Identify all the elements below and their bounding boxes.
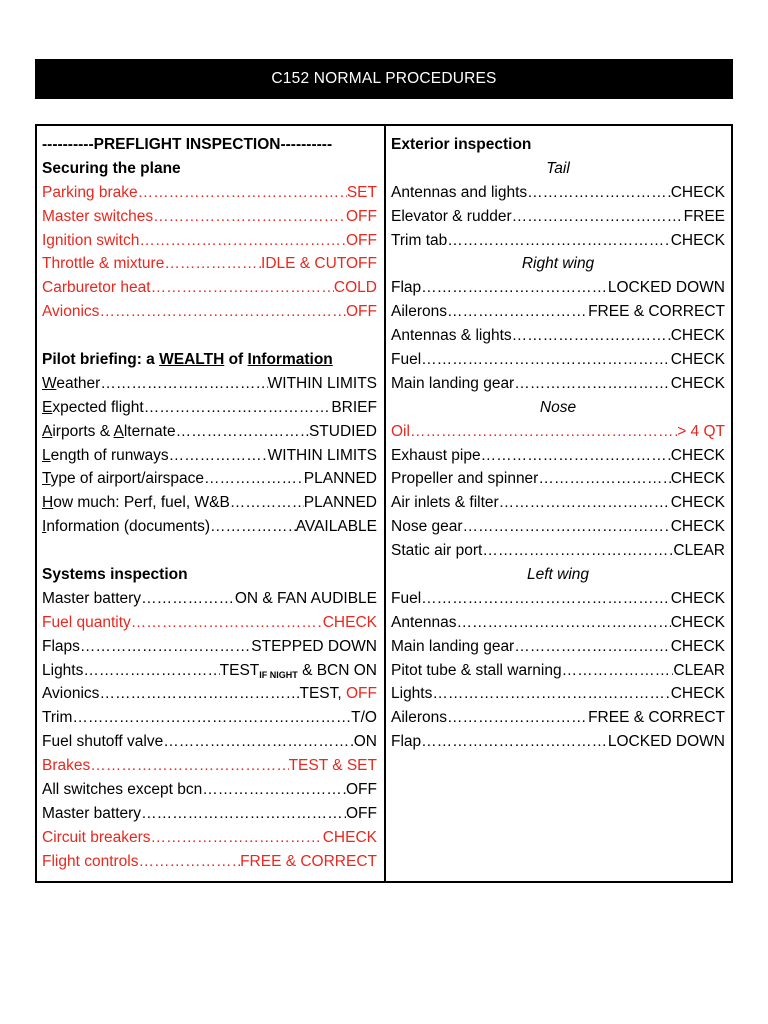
dot-leader xyxy=(169,444,268,468)
left-wing-list xyxy=(391,587,725,754)
item-label xyxy=(42,491,230,515)
item-value: CLEAR xyxy=(673,661,725,679)
left-wing-item xyxy=(391,706,725,730)
item-label xyxy=(42,467,204,491)
dot-leader xyxy=(432,682,670,706)
item-value: OFF xyxy=(346,804,377,822)
item-value: WITHIN LIMITS xyxy=(267,374,377,392)
item-label: Main landing gear xyxy=(391,374,515,392)
systems-item xyxy=(42,730,377,754)
item-label: Flap xyxy=(391,279,422,297)
left-wing-item xyxy=(391,730,725,754)
left-wing-item xyxy=(391,611,725,635)
dot-leader xyxy=(512,324,671,348)
dot-leader xyxy=(176,420,309,444)
item-value-part: & BCN ON xyxy=(297,661,377,679)
item-label-rest: lternate xyxy=(123,422,176,440)
item-value xyxy=(220,659,377,683)
systems-list xyxy=(42,587,377,874)
item-label xyxy=(42,444,169,468)
tail-list xyxy=(391,181,725,253)
item-value: FREE xyxy=(683,207,725,225)
right-column xyxy=(391,133,725,754)
dot-leader xyxy=(562,659,674,683)
item-value: IDLE & CUTOFF xyxy=(261,255,377,273)
dot-leader xyxy=(141,802,346,826)
item-label-rest: nformation (documents) xyxy=(46,518,210,536)
dot-leader xyxy=(153,205,346,229)
systems-item xyxy=(42,850,377,874)
item-initial: T xyxy=(42,470,51,488)
securing-item xyxy=(42,205,377,229)
dot-leader xyxy=(527,181,671,205)
right-wing-heading: Right wing xyxy=(521,255,595,273)
dot-leader xyxy=(514,635,671,659)
item-label: Pitot tube & stall warning xyxy=(391,661,562,679)
item-label-rest: eather xyxy=(56,374,101,392)
item-value: STEPPED DOWN xyxy=(251,637,377,655)
item-value: OFF xyxy=(346,231,377,249)
securing-list xyxy=(42,181,377,324)
item-label-rest: xpected flight xyxy=(52,398,144,416)
item-label: Avionics xyxy=(42,685,100,703)
systems-item xyxy=(42,778,377,802)
item-value: TEST & SET xyxy=(288,757,377,775)
dot-leader xyxy=(421,276,608,300)
dot-leader xyxy=(514,372,671,396)
item-value: BRIEF xyxy=(331,398,377,416)
item-label: Antennas & lights xyxy=(391,327,512,345)
dot-leader xyxy=(164,252,261,276)
item-value: CHECK xyxy=(670,470,725,488)
dot-leader xyxy=(151,826,323,850)
item-label: Throttle & mixture xyxy=(42,255,165,273)
briefing-heading-information: Information xyxy=(247,351,333,369)
nose-item xyxy=(391,491,725,515)
briefing-item xyxy=(42,420,377,444)
item-label: Master switches xyxy=(42,207,154,225)
item-label xyxy=(42,515,210,539)
item-label xyxy=(42,372,100,396)
briefing-heading-mid: of xyxy=(224,351,248,369)
item-value: PLANNED xyxy=(303,494,377,512)
dot-leader xyxy=(80,635,251,659)
dot-leader xyxy=(139,229,346,253)
briefing-heading-prefix: Pilot briefing: a xyxy=(42,351,160,369)
item-value: OFF xyxy=(346,207,377,225)
tail-item xyxy=(391,205,725,229)
item-value: CHECK xyxy=(670,231,725,249)
briefing-item xyxy=(42,396,377,420)
item-initial: I xyxy=(42,518,47,536)
item-value: T/O xyxy=(351,709,377,727)
left-wing-item xyxy=(391,587,725,611)
item-label: Elevator & rudder xyxy=(391,207,512,225)
item-label: Propeller and spinner xyxy=(391,470,539,488)
item-value: AVAILABLE xyxy=(295,518,377,536)
item-value: CHECK xyxy=(670,374,725,392)
item-label: Static air port xyxy=(391,542,483,560)
item-value: CHECK xyxy=(670,589,725,607)
item-initial: E xyxy=(42,398,53,416)
tail-heading: Tail xyxy=(546,159,570,177)
tail-item xyxy=(391,229,725,253)
item-value: CHECK xyxy=(670,494,725,512)
item-label-rest: ength of runways xyxy=(50,446,169,464)
systems-item xyxy=(42,754,377,778)
securing-item xyxy=(42,252,377,276)
item-label-rest: ype of airport/airspace xyxy=(50,470,204,488)
briefing-list xyxy=(42,372,377,539)
right-wing-item xyxy=(391,348,725,372)
item-value: > 4 QT xyxy=(677,422,725,440)
exterior-heading: Exterior inspection xyxy=(391,136,532,153)
item-value: SET xyxy=(346,183,377,201)
item-value-part: TEST, xyxy=(299,685,346,703)
dot-leader xyxy=(447,229,670,253)
systems-item xyxy=(42,682,377,706)
briefing-item xyxy=(42,372,377,396)
dot-leader xyxy=(131,611,323,635)
spacer xyxy=(42,539,377,563)
item-label: Carburetor heat xyxy=(42,279,151,297)
column-divider xyxy=(384,126,386,881)
item-value: CHECK xyxy=(670,446,725,464)
systems-item xyxy=(42,706,377,730)
item-value: WITHIN LIMITS xyxy=(267,446,377,464)
left-column xyxy=(42,133,377,874)
dot-leader xyxy=(457,611,671,635)
item-label: Air inlets & filter xyxy=(391,494,499,512)
item-value: STUDIED xyxy=(308,422,377,440)
dot-leader xyxy=(99,682,299,706)
dot-leader xyxy=(481,444,671,468)
item-label: Antennas and lights xyxy=(391,183,528,201)
securing-item xyxy=(42,181,377,205)
item-label: Parking brake xyxy=(42,183,138,201)
item-initial: H xyxy=(42,494,54,512)
item-label: Fuel quantity xyxy=(42,613,131,631)
systems-item xyxy=(42,802,377,826)
item-label: Main landing gear xyxy=(391,637,515,655)
item-value xyxy=(299,682,377,706)
dot-leader xyxy=(463,515,671,539)
systems-item xyxy=(42,587,377,611)
item-value: CHECK xyxy=(670,327,725,345)
item-label: Ailerons xyxy=(391,709,447,727)
item-label: Circuit breakers xyxy=(42,828,151,846)
item-value: CHECK xyxy=(670,685,725,703)
nose-item xyxy=(391,539,725,563)
item-value: OFF xyxy=(346,781,377,799)
item-value: CHECK xyxy=(670,351,725,369)
dot-leader xyxy=(447,706,588,730)
spacer xyxy=(42,324,377,348)
item-initial: L xyxy=(42,446,51,464)
item-label: Antennas xyxy=(391,613,457,631)
item-value: OFF xyxy=(346,303,377,321)
dot-leader xyxy=(100,372,267,396)
item-label: Master battery xyxy=(42,804,142,822)
item-value: CHECK xyxy=(670,518,725,536)
item-value: FREE & CORRECT xyxy=(240,852,377,870)
dot-leader xyxy=(99,300,346,324)
dot-leader xyxy=(482,539,673,563)
nose-list xyxy=(391,420,725,563)
item-initial: A xyxy=(42,422,53,440)
systems-item xyxy=(42,826,377,850)
dot-leader xyxy=(421,587,671,611)
dot-leader xyxy=(499,491,671,515)
item-value: CHECK xyxy=(670,183,725,201)
item-value: CHECK xyxy=(322,613,377,631)
item-label: Brakes xyxy=(42,757,91,775)
left-wing-item xyxy=(391,635,725,659)
item-label: Trim tab xyxy=(391,231,448,249)
dot-leader xyxy=(144,396,332,420)
item-label xyxy=(42,420,176,444)
dot-leader xyxy=(410,420,677,444)
item-label: Ailerons xyxy=(391,303,447,321)
right-wing-item xyxy=(391,372,725,396)
item-label: Ignition switch xyxy=(42,231,140,249)
item-label: Lights xyxy=(391,685,433,703)
item-label: Fuel shutoff valve xyxy=(42,733,164,751)
item-value-subscript: IF NIGHT xyxy=(259,669,298,680)
dot-leader xyxy=(447,300,588,324)
item-label: Fuel xyxy=(391,589,422,607)
left-wing-heading: Left wing xyxy=(526,566,590,584)
item-initial: W xyxy=(42,374,57,392)
item-value: CHECK xyxy=(322,828,377,846)
item-label: Avionics xyxy=(42,303,100,321)
dot-leader xyxy=(204,467,304,491)
dot-leader xyxy=(138,181,347,205)
systems-item xyxy=(42,611,377,635)
item-label-rest: irports & xyxy=(52,422,114,440)
briefing-item xyxy=(42,444,377,468)
item-label: All switches except bcn xyxy=(42,781,203,799)
nose-heading: Nose xyxy=(539,398,577,416)
item-value: COLD xyxy=(333,279,377,297)
right-wing-item xyxy=(391,300,725,324)
item-value: PLANNED xyxy=(303,470,377,488)
item-label: Flap xyxy=(391,733,422,751)
nose-item xyxy=(391,467,725,491)
dot-leader xyxy=(83,659,219,683)
item-label: Trim xyxy=(42,709,73,727)
item-label: Fuel xyxy=(391,351,422,369)
nose-item xyxy=(391,444,725,468)
right-wing-item xyxy=(391,276,725,300)
dot-leader xyxy=(141,587,235,611)
tail-item xyxy=(391,181,725,205)
item-value: CHECK xyxy=(670,637,725,655)
systems-item xyxy=(42,635,377,659)
item-label: Master battery xyxy=(42,589,142,607)
checklist-table xyxy=(35,124,733,883)
item-label: Lights xyxy=(42,661,84,679)
briefing-heading-wealth: WEALTH xyxy=(159,351,225,369)
securing-item xyxy=(42,276,377,300)
item-label-rest: ow much: Perf, fuel, W&B xyxy=(53,494,230,512)
item-value: FREE & CORRECT xyxy=(588,303,725,321)
right-wing-list xyxy=(391,276,725,395)
dot-leader xyxy=(138,850,240,874)
item-value: FREE & CORRECT xyxy=(588,709,725,727)
briefing-item xyxy=(42,515,377,539)
securing-item xyxy=(42,300,377,324)
dot-leader xyxy=(512,205,684,229)
dot-leader xyxy=(90,754,288,778)
item-value: LOCKED DOWN xyxy=(607,279,725,297)
systems-heading: Systems inspection xyxy=(42,566,188,584)
item-initial: A xyxy=(113,422,124,440)
dot-leader xyxy=(538,467,670,491)
item-value: CHECK xyxy=(670,613,725,631)
item-value-part: TEST xyxy=(219,661,260,679)
dot-leader xyxy=(210,515,296,539)
dot-leader xyxy=(230,491,304,515)
systems-item xyxy=(42,659,377,683)
item-label: Flight controls xyxy=(42,852,139,870)
dot-leader xyxy=(151,276,334,300)
item-value-part: OFF xyxy=(346,685,377,703)
dot-leader xyxy=(202,778,346,802)
preflight-heading: ----------PREFLIGHT INSPECTION---------- xyxy=(42,136,333,153)
left-wing-item xyxy=(391,659,725,683)
nose-item xyxy=(391,420,725,444)
briefing-heading xyxy=(42,348,377,372)
item-value: CLEAR xyxy=(673,542,725,560)
page-title: C152 NORMAL PROCEDURES xyxy=(35,59,733,99)
nose-item xyxy=(391,515,725,539)
item-value: ON & FAN AUDIBLE xyxy=(234,589,377,607)
dot-leader xyxy=(421,730,608,754)
briefing-item xyxy=(42,491,377,515)
dot-leader xyxy=(72,706,351,730)
item-label: Nose gear xyxy=(391,518,463,536)
left-wing-item xyxy=(391,682,725,706)
securing-heading: Securing the plane xyxy=(42,159,181,177)
dot-leader xyxy=(163,730,354,754)
briefing-item xyxy=(42,467,377,491)
right-wing-item xyxy=(391,324,725,348)
item-value: ON xyxy=(353,733,377,751)
item-value: LOCKED DOWN xyxy=(607,733,725,751)
item-label: Flaps xyxy=(42,637,80,655)
securing-item xyxy=(42,229,377,253)
item-label xyxy=(42,396,144,420)
dot-leader xyxy=(421,348,671,372)
item-label: Oil xyxy=(391,422,410,440)
item-label: Exhaust pipe xyxy=(391,446,481,464)
